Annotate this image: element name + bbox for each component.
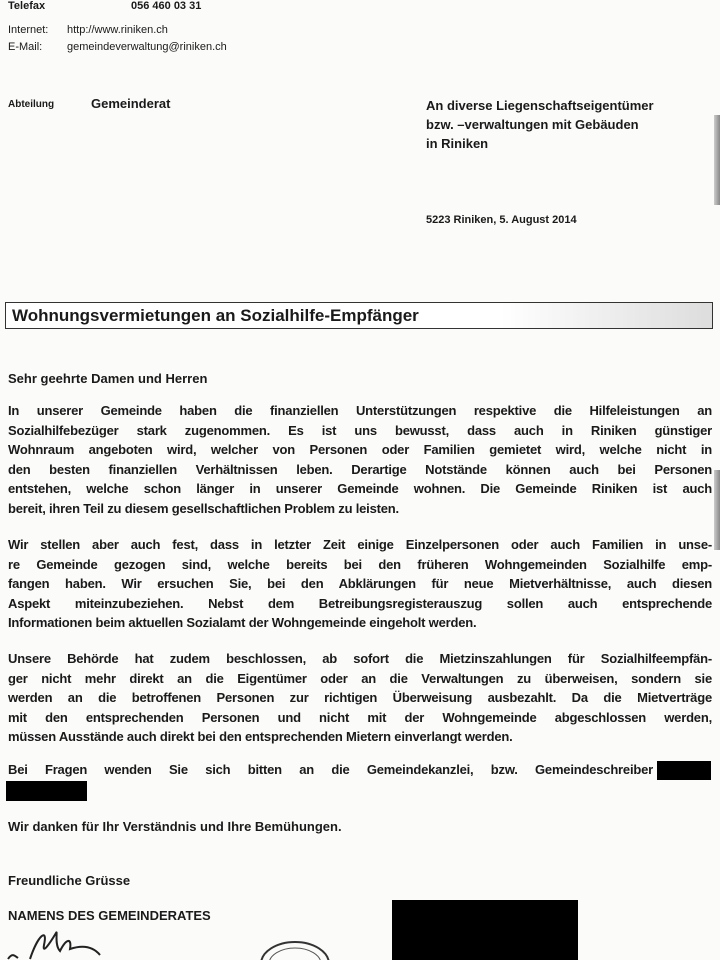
internet-label: Internet:	[8, 24, 49, 36]
text-line: mit den entsprechenden Personen und nicht mit der Wohngemeinde abgeschlossen werden,	[8, 709, 712, 725]
questions-paragraph	[8, 760, 653, 780]
stamp-icon	[255, 938, 335, 960]
text-line: werden an die betroffenen Personen zur richtigen Überweisung ausbezahlt. Da die Mietverträge	[8, 690, 712, 706]
text-line: Unsere Behörde hat zudem beschlossen, ab sofort die Mietzinszahlungen für Sozialhilfeempfän-	[8, 651, 712, 666]
scan-edge-shadow	[714, 470, 720, 550]
recipient-address	[426, 96, 654, 153]
signature-icon	[0, 925, 140, 960]
redaction-block	[6, 781, 87, 801]
internet-value[interactable]: http://www.riniken.ch	[67, 24, 168, 36]
text-line: Sozialhilfebezüger stark zugenommen. Es ist uns bewusst, dass auch in Riniken günstiger	[8, 422, 712, 438]
department-label: Abteilung	[8, 99, 55, 110]
telefax-value: 056 460 03 31	[131, 0, 202, 12]
recipient-line: in Riniken	[426, 136, 489, 151]
subject-box	[5, 302, 713, 329]
text-line: müssen Ausstände auch direkt bei den entsprechenden Mietern einverlangt werden.	[8, 729, 513, 745]
closing: Freundliche Grüsse	[8, 873, 131, 888]
text-line: re Gemeinde gezogen sind, welche bereits bei den früheren Wohngemeinden Sozialhilfe emp-	[8, 556, 712, 572]
scan-edge-shadow	[714, 115, 720, 205]
signatory: NAMENS DES GEMEINDERATES	[8, 908, 211, 923]
paragraph-2	[8, 535, 712, 633]
text-line: den besten finanziellen Verhältnissen leben. Derartige Notstände können auch bei Personen	[8, 461, 712, 477]
text-line: Wir stellen aber auch fest, dass in letzter Zeit einige Einzelpersonen oder auch Familien in unse-	[8, 537, 712, 552]
paragraph-1	[8, 401, 712, 519]
email-value[interactable]: gemeindeverwaltung@riniken.ch	[67, 41, 227, 53]
recipient-line: An diverse Liegenschaftseigentümer	[426, 98, 654, 113]
telefax-label: Telefax	[8, 0, 46, 12]
thanks-line: Wir danken für Ihr Verständnis und Ihre Bemühungen.	[8, 819, 342, 834]
text-line: Aspekt miteinzubeziehen. Nebst dem Betreibungsregisterauszug sollen auch entsprechende	[8, 595, 712, 611]
subject-title: Wohnungsvermietungen an Sozialhilfe-Empfänger	[12, 306, 419, 325]
recipient-line: bzw. –verwaltungen mit Gebäuden	[426, 117, 639, 132]
redaction-block	[392, 900, 578, 960]
text-line: Bei Fragen wenden Sie sich bitten an die Gemeindekanzlei, bzw. Gemeindeschreiber	[8, 762, 653, 777]
text-line: ger nicht mehr direkt an die Eigentümer oder an die Verwaltungen zu überweisen, sondern sie	[8, 670, 712, 686]
redaction-block	[657, 761, 711, 780]
email-label: E-Mail:	[8, 41, 43, 53]
text-line: In unserer Gemeinde haben die finanziellen Unterstützungen respektive die Hilfeleistungen an	[8, 403, 712, 418]
text-line: fangen haben. Wir ersuchen Sie, bei den Abklärungen für neue Mietverhältnisse, auch diesen	[8, 576, 712, 592]
department-value: Gemeinderat	[91, 96, 171, 111]
text-line: bereit, ihren Teil zu diesem gesellschaftlichen Problem zu leisten.	[8, 500, 399, 516]
paragraph-3	[8, 649, 712, 747]
date-line: 5223 Riniken, 5. August 2014	[426, 214, 577, 226]
greeting: Sehr geehrte Damen und Herren	[8, 371, 208, 386]
text-line: Informationen beim aktuellen Sozialamt der Wohngemeinde eingeholt werden.	[8, 615, 477, 631]
text-line: entstehen, welche schon länger in unserer Gemeinde wohnen. Die Gemeinde Riniken ist auch	[8, 481, 712, 497]
text-line: Wohnraum angeboten wird, welcher von Personen oder Familien gemietet wird, welche nicht in	[8, 442, 712, 458]
